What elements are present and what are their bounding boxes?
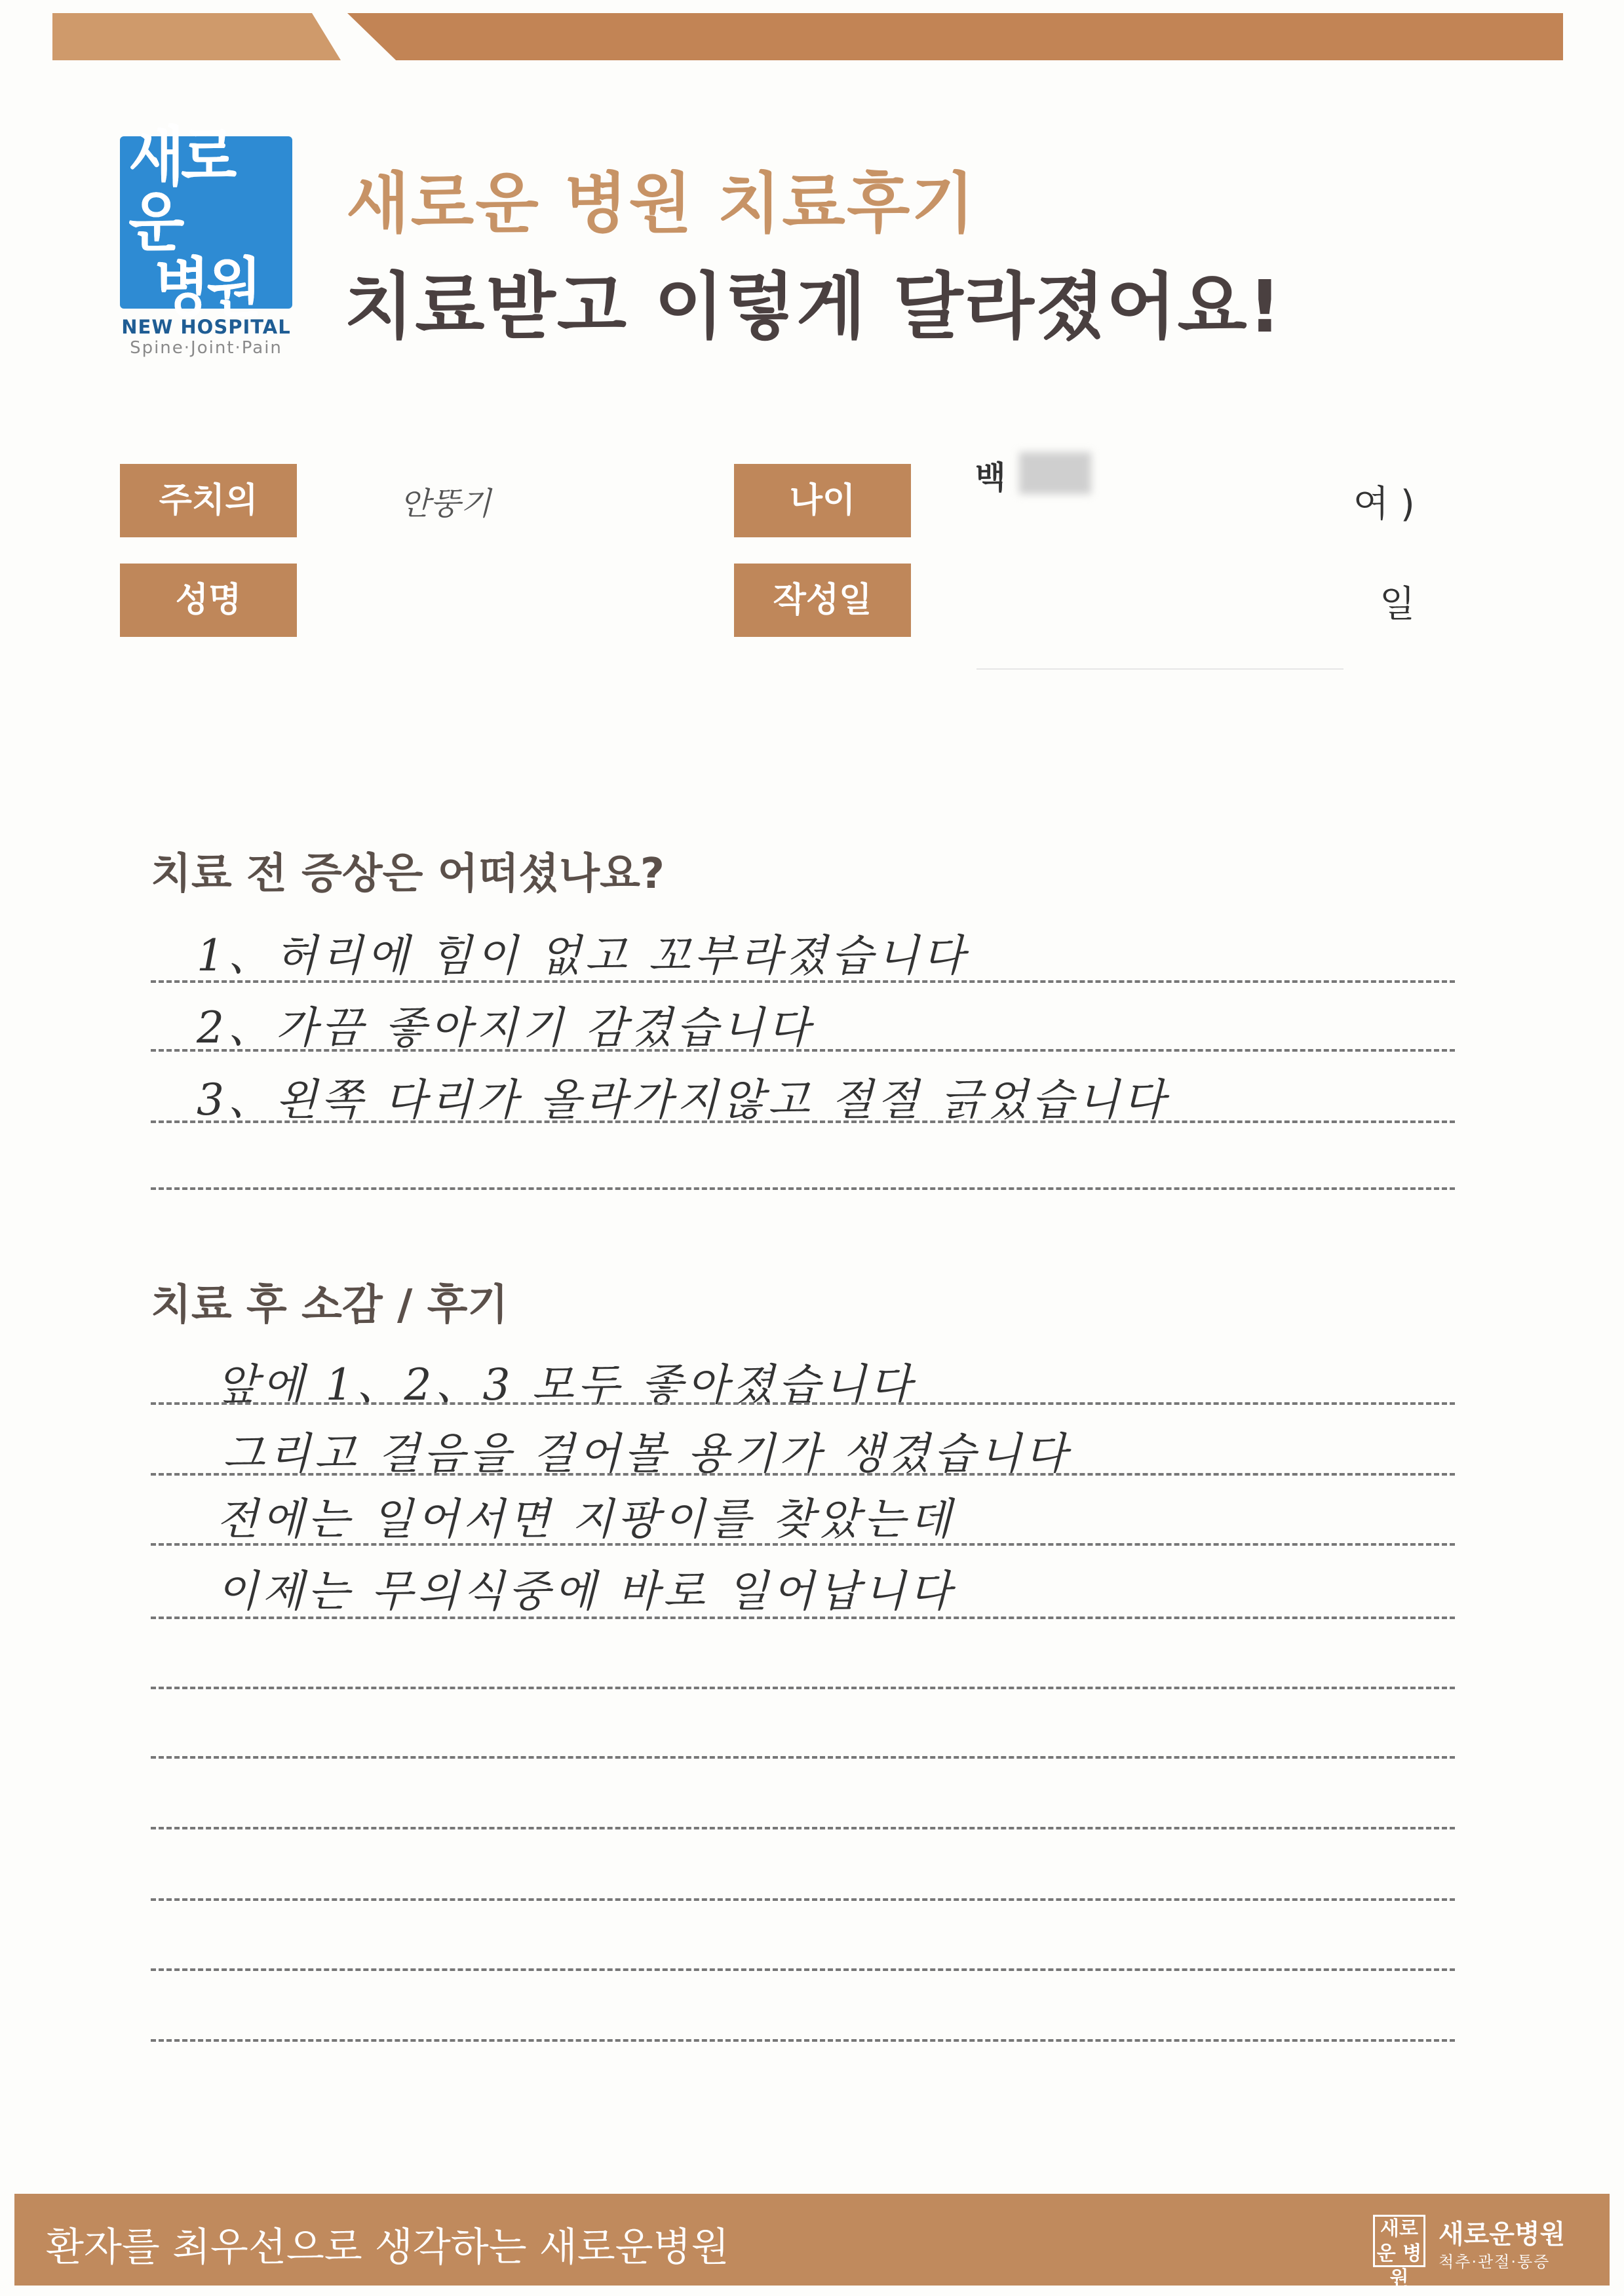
name-label: 성명	[120, 564, 297, 637]
before-line-2: 2、가끔 좋아지기 감겼습니다	[197, 1003, 814, 1053]
age-gender-unit: 여 )	[1353, 483, 1415, 526]
doctor-label: 주치의	[120, 464, 297, 537]
after-rule-5	[151, 1687, 1455, 1689]
after-rule-1	[151, 1402, 1455, 1405]
after-section-title: 치료 후 소감 / 후기	[151, 1281, 509, 1330]
logo-line-1: 새로운	[128, 119, 233, 260]
footer-logo-mark: 새로운 병원	[1373, 2215, 1425, 2267]
form-title: 새로운 병원 치료후기	[346, 165, 976, 242]
after-rule-6	[151, 1756, 1455, 1759]
patient-name-value: 백	[975, 459, 1006, 496]
footer-hospital-name: 새로운병원	[1439, 2219, 1566, 2249]
form-headline: 치료받고 이렇게 달라졌어요!	[344, 265, 1283, 349]
before-line-1: 1、허리에 힘이 없고 꼬부라졌습니다	[197, 930, 969, 981]
footer-slogan: 환자를 최우선으로 생각하는 새로운병원	[46, 2225, 729, 2270]
before-rule-1	[151, 980, 1455, 983]
after-line-3: 전에는 일어서면 지팡이를 찾았는데	[216, 1494, 956, 1544]
after-rule-7	[151, 1827, 1455, 1829]
after-rule-8	[151, 1898, 1455, 1901]
header-band-left	[52, 13, 341, 60]
age-label: 나이	[734, 464, 911, 537]
after-rule-9	[151, 1968, 1455, 1971]
after-line-1: 앞에 1、2、3 모두 좋아졌습니다	[216, 1360, 916, 1410]
after-rule-3	[151, 1543, 1455, 1546]
before-line-3: 3、왼쪽 다리가 올라가지않고 절절 긁었습니다	[197, 1075, 1169, 1125]
date-day-unit: 일	[1380, 583, 1416, 626]
logo-subtitle: Spine·Joint·Pain	[130, 338, 282, 358]
hospital-logo	[120, 119, 292, 326]
date-label: 작성일	[734, 564, 911, 637]
logo-english-name: NEW HOSPITAL	[121, 316, 291, 338]
redacted-name-blur	[1019, 452, 1091, 494]
before-rule-4	[151, 1187, 1455, 1190]
doctor-value: 안뚱기	[400, 486, 492, 522]
header-band-right	[347, 13, 1563, 60]
logo-line-2: 병원	[153, 250, 259, 326]
footer-hospital-sub: 척추·관절·통증	[1439, 2253, 1551, 2271]
after-line-2: 그리고 걸음을 걸어볼 용기가 생겼습니다	[223, 1428, 1071, 1479]
after-rule-2	[151, 1473, 1455, 1476]
before-section-title: 치료 전 증상은 어떠셨나요?	[151, 850, 665, 898]
after-line-4: 이제는 무의식중에 바로 일어납니다	[216, 1566, 956, 1617]
before-rule-2	[151, 1049, 1455, 1052]
after-rule-10	[151, 2039, 1455, 2042]
after-rule-4	[151, 1617, 1455, 1619]
date-underline	[976, 668, 1344, 670]
before-rule-3	[151, 1120, 1455, 1123]
